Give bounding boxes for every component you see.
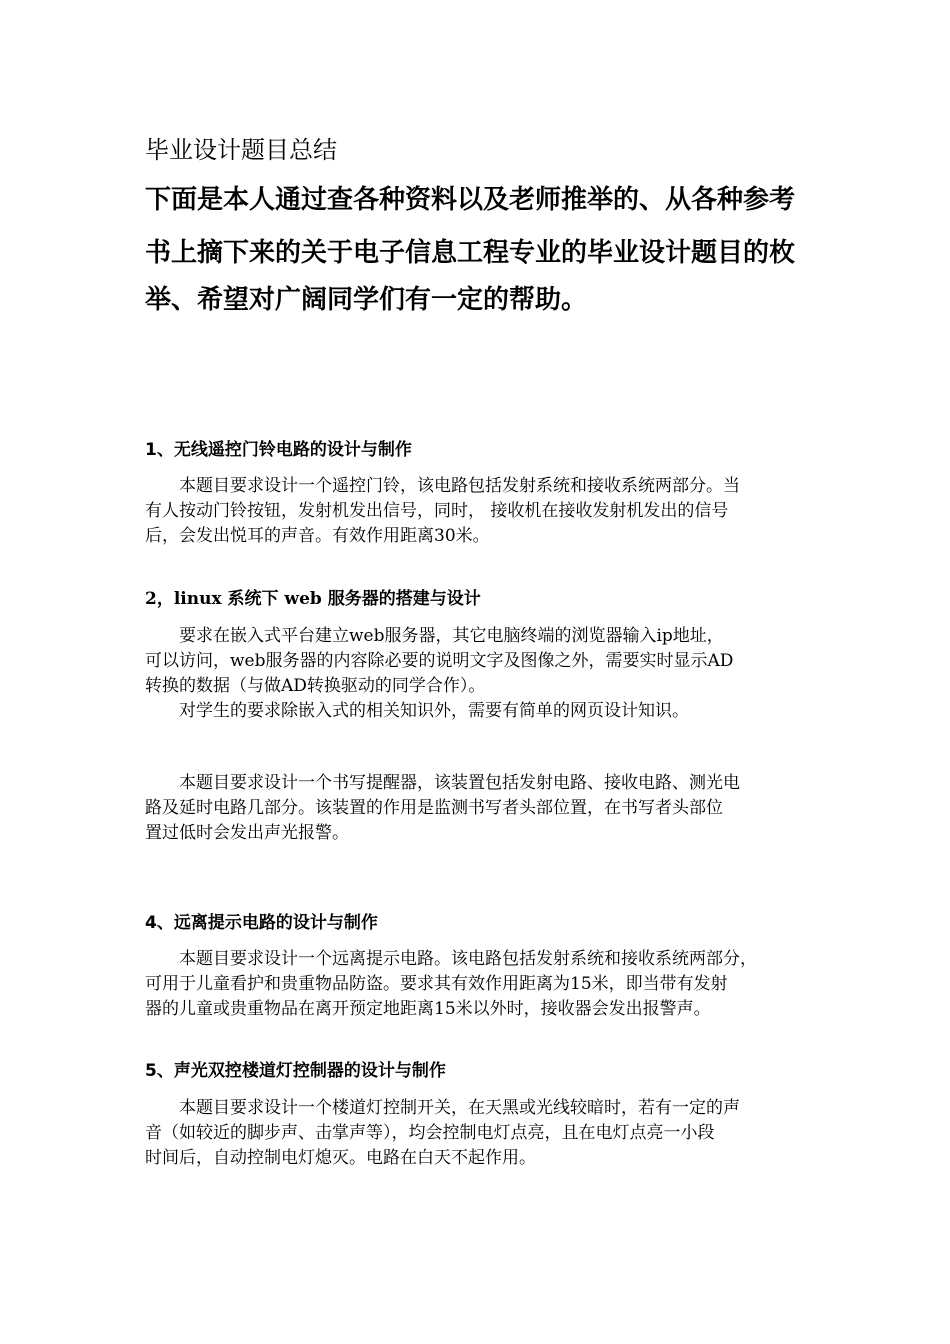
section-5-heading: 5、声光双控楼道灯控制器的设计与制作: [145, 1061, 446, 1081]
section-5-line-3: 时间后，自动控制电灯熄灭。电路在白天不起作用。: [145, 1148, 536, 1168]
section-5-line-1: 本题目要求设计一个楼道灯控制开关，在天黑或光线较暗时，若有一定的声: [145, 1098, 740, 1118]
section-4-line-3: 器的儿童或贵重物品在离开预定地距离15米以外时，接收器会发出报警声。: [145, 999, 711, 1019]
intro-line-2: 书上摘下来的关于电子信息工程专业的毕业设计题目的枚: [145, 238, 796, 268]
section-1-line-2: 有人按动门铃按钮，发射机发出信号，同时， 接收机在接收发射机发出的信号: [145, 501, 729, 521]
section-2-heading: 2，linux 系统下 web 服务器的搭建与设计: [145, 589, 481, 609]
document-title: 毕业设计题目总结: [145, 136, 337, 164]
section-2-line-3: 转换的数据（与做AD转换驱动的同学合作）。: [145, 676, 486, 696]
section-4-line-2: 可用于儿童看护和贵重物品防盗。要求其有效作用距离为15米，即当带有发射: [145, 974, 728, 994]
section-2-line-4: 对学生的要求除嵌入式的相关知识外，需要有简单的网页设计知识。: [145, 701, 689, 721]
section-3-line-1: 本题目要求设计一个书写提醒器，该装置包括发射电路、接收电路、测光电: [145, 773, 740, 793]
section-4-line-1: 本题目要求设计一个远离提示电路。该电路包括发射系统和接收系统两部分，: [145, 949, 757, 969]
section-5-line-2: 音（如较近的脚步声、击掌声等），均会控制电灯点亮，且在电灯点亮一小段: [145, 1123, 715, 1143]
section-1-line-3: 后，会发出悦耳的声音。有效作用距离30米。: [145, 526, 490, 546]
section-4-heading: 4、远离提示电路的设计与制作: [145, 913, 378, 933]
section-1-heading: 1、无线遥控门铃电路的设计与制作: [145, 440, 412, 460]
intro-line-1: 下面是本人通过查各种资料以及老师推举的、从各种参考: [145, 185, 796, 215]
section-2-line-1: 要求在嵌入式平台建立web服务器，其它电脑终端的浏览器输入ip地址，: [145, 626, 724, 646]
section-3-line-2: 路及延时电路几部分。该装置的作用是监测书写者头部位置，在书写者头部位: [145, 798, 723, 818]
section-2-line-2: 可以访问，web服务器的内容除必要的说明文字及图像之外，需要实时显示AD: [145, 651, 734, 671]
section-1-line-1: 本题目要求设计一个遥控门铃，该电路包括发射系统和接收系统两部分。当: [145, 476, 740, 496]
intro-line-3: 举、希望对广阔同学们有一定的帮助。: [145, 285, 588, 315]
section-3-line-3: 置过低时会发出声光报警。: [145, 823, 349, 843]
